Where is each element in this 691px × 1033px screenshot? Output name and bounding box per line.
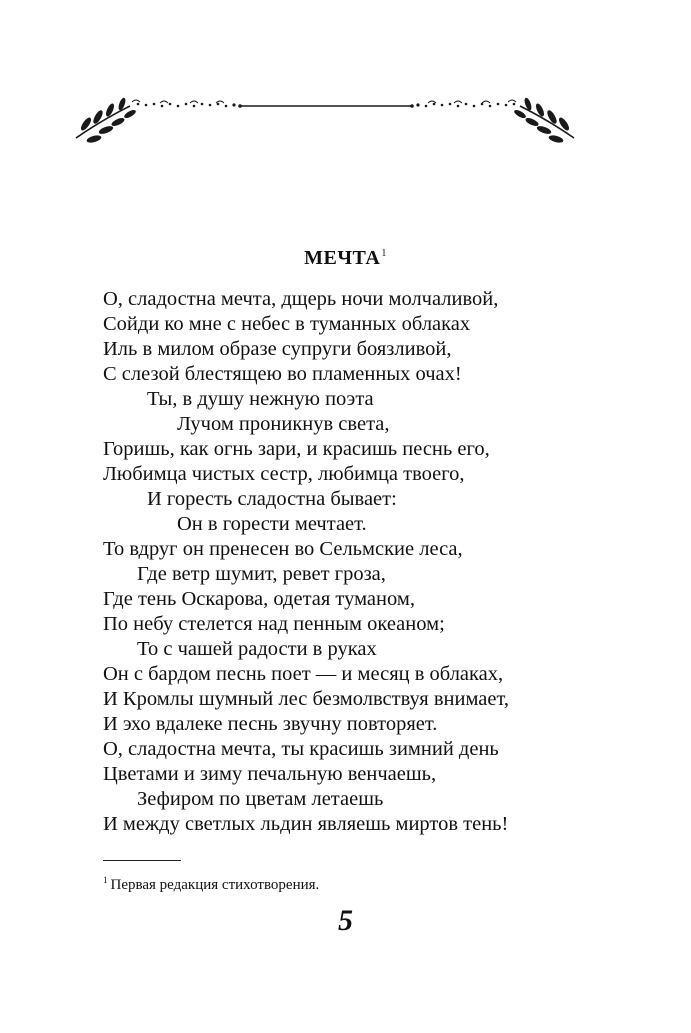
- poem-line: Зефиром по цветам летаешь: [137, 788, 384, 810]
- poem-line: Любимца чистых сестр, любимца твоего,: [103, 463, 465, 485]
- poem-line: Где тень Оскарова, одетая туманом,: [103, 588, 415, 610]
- poem-body: [103, 287, 663, 837]
- poem-line: Сойди ко мне с небес в туманных облаках: [103, 313, 471, 335]
- footnote-divider: [103, 860, 181, 861]
- poem-line: С слезой блестящею во пламенных очах!: [103, 363, 462, 385]
- title-footnote-mark[interactable]: 1: [381, 248, 387, 260]
- footnote: [103, 870, 319, 895]
- laurel-branch-divider-icon: [72, 84, 578, 154]
- poem-title-text: МЕЧТА: [304, 247, 381, 269]
- poem-line: И Кромлы шумный лес безмолвствуя внимает,: [103, 688, 510, 710]
- poem-line: И горесть сладостна бывает:: [147, 488, 397, 510]
- poem-line: Где ветр шумит, ревет гроза,: [137, 563, 386, 585]
- page-number: 5: [338, 904, 353, 937]
- footnote-text: Первая редакция стихотворения.: [110, 877, 320, 893]
- footnote-mark: 1: [103, 875, 108, 885]
- poem-line: Цветами и зиму печальную венчаешь,: [103, 763, 437, 785]
- poem-line: Горишь, как огнь зари, и красишь песнь его,: [103, 438, 490, 460]
- poem-line: Иль в милом образе супруги боязливой,: [103, 338, 452, 360]
- poem-line: И эхо вдалеке песнь звучну повторяет.: [103, 713, 438, 735]
- poem-title: [0, 247, 691, 270]
- poem-line: Ты, в душу нежную поэта: [147, 388, 374, 410]
- poem-line: То с чашей радости в руках: [137, 638, 377, 660]
- poem-line: По небу стелется над пенным океаном;: [103, 613, 445, 635]
- poem-line: Он в горести мечтает.: [177, 513, 367, 535]
- poem-line: Он с бардом песнь поет — и месяц в облаках,: [103, 663, 504, 685]
- poem-line: О, сладостна мечта, ты красишь зимний день: [103, 738, 499, 760]
- poem-line: Лучом проникнув света,: [177, 413, 390, 435]
- poem-line: И между светлых льдин являешь миртов тень!: [103, 813, 509, 835]
- poem-line: О, сладостна мечта, дщерь ночи молчаливой,: [103, 288, 499, 310]
- poem-line: То вдруг он пренесен во Сельмские леса,: [103, 538, 463, 560]
